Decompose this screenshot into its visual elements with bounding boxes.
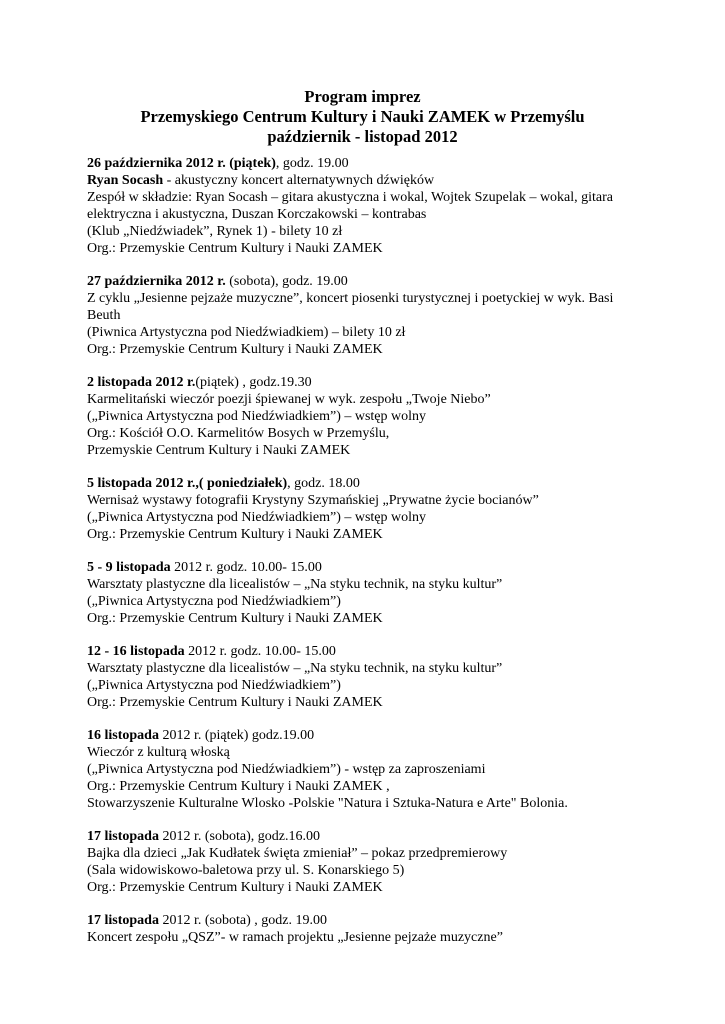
event-date-line (87, 828, 687, 845)
event-detail-line: Org.: Przemyskie Centrum Kultury i Nauki ZAMEK (87, 241, 383, 256)
event-date: 17 listopada (87, 913, 159, 928)
event-description: - akustyczny koncert alternatywnych dźwięków (163, 173, 435, 188)
event-detail-line: (Piwnica Artystyczna pod Niedźwiadkiem) – bilety 10 zł (87, 325, 406, 340)
event-detail-line: („Piwnica Artystyczna pod Niedźwiadkiem”) - wstęp za zaproszeniami (87, 762, 486, 777)
event-detail-line: („Piwnica Artystyczna pod Niedźwiadkiem”) – wstęp wolny (87, 409, 427, 424)
event-time: , godz. 18.00 (287, 476, 360, 491)
event-detail-line: Org.: Przemyskie Centrum Kultury i Nauki ZAMEK (87, 342, 383, 357)
header-title: Program imprez (304, 87, 421, 106)
event-detail-line: Wieczór z kulturą włoską (87, 745, 230, 760)
event-detail-line: Org.: Przemyskie Centrum Kultury i Nauki ZAMEK (87, 880, 383, 895)
event-date-line (87, 559, 687, 576)
event-date-line (87, 273, 687, 290)
event-detail-line: Org.: Przemyskie Centrum Kultury i Nauki ZAMEK , (87, 779, 390, 794)
event-date: 5 listopada 2012 r.,( poniedziałek) (87, 476, 288, 491)
event-date: 5 - 9 listopada (87, 560, 171, 575)
event-date-line (87, 374, 687, 391)
event-date: 26 października 2012 r. (piątek) (87, 156, 276, 171)
event-detail-line: Koncert zespołu „QSZ”- w ramach projektu „Jesienne pejzaże muzyczne” (87, 930, 503, 945)
event-entry (87, 912, 687, 946)
event-detail-line: („Piwnica Artystyczna pod Niedźwiadkiem”) – wstęp wolny (87, 510, 427, 525)
event-date-line (87, 643, 687, 660)
event-time: 2012 r. godz. 10.00- 15.00 (184, 644, 336, 659)
event-title-line (87, 172, 687, 189)
event-detail-line: (Klub „Niedźwiadek”, Rynek 1) - bilety 10 zł (87, 224, 343, 239)
event-entry (87, 559, 687, 627)
event-entry (87, 155, 687, 257)
event-detail-line: Stowarzyszenie Kulturalne Wlosko -Polskie "Natura i Sztuka-Natura e Arte" Bolonia. (87, 796, 568, 811)
event-detail-line: Org.: Kościół O.O. Karmelitów Bosych w Przemyślu, (87, 426, 390, 441)
event-time: 2012 r. godz. 10.00- 15.00 (170, 560, 322, 575)
event-date-line (87, 155, 687, 172)
event-detail-line: Bajka dla dzieci „Jak Kudłatek święta zmieniał” – pokaz przedpremierowy (87, 846, 508, 861)
event-detail-line: Warsztaty plastyczne dla licealistów – „Na styku technik, na styku kultur” (87, 661, 503, 676)
event-time: , godz. 19.00 (275, 156, 349, 171)
event-date: 17 listopada (87, 829, 159, 844)
event-time: (piątek) , godz.19.30 (195, 375, 312, 390)
event-date: 2 listopada 2012 r. (87, 375, 196, 390)
event-detail-line: elektryczna i akustyczna, Duszan Korczakowski – kontrabas (87, 207, 427, 222)
event-detail-line: („Piwnica Artystyczna pod Niedźwiadkiem”) (87, 594, 341, 609)
event-entry (87, 273, 687, 358)
event-entry (87, 727, 687, 812)
event-date: 27 października 2012 r. (87, 274, 226, 289)
event-detail-line: Zespół w składzie: Ryan Socash – gitara akustyczna i wokal, Wojtek Szupelak – wokal, gitara (87, 190, 614, 205)
event-performer: Ryan Socash (87, 173, 164, 188)
event-time: (sobota), godz. 19.00 (225, 274, 348, 289)
event-detail-line: Warsztaty plastyczne dla licealistów – „Na styku technik, na styku kultur” (87, 577, 503, 592)
event-detail-line: („Piwnica Artystyczna pod Niedźwiadkiem”) (87, 678, 341, 693)
event-date-line (87, 727, 687, 744)
event-detail-line: Karmelitański wieczór poezji śpiewanej w wyk. zespołu „Twoje Niebo” (87, 392, 491, 407)
events-list (87, 155, 687, 962)
header-period: październik - listopad 2012 (267, 127, 458, 146)
document-header (0, 87, 725, 147)
event-entry (87, 828, 687, 896)
event-entry (87, 475, 687, 543)
event-date-line (87, 912, 687, 929)
event-detail-line: Org.: Przemyskie Centrum Kultury i Nauki ZAMEK (87, 611, 383, 626)
event-detail-line: Beuth (87, 308, 121, 323)
event-detail-line: Wernisaż wystawy fotografii Krystyny Szymańskiej „Prywatne życie bocianów” (87, 493, 539, 508)
header-organization: Przemyskiego Centrum Kultury i Nauki ZAMEK w Przemyślu (140, 107, 585, 126)
event-detail-line: Przemyskie Centrum Kultury i Nauki ZAMEK (87, 443, 351, 458)
event-entry (87, 374, 687, 459)
event-date: 16 listopada (87, 728, 159, 743)
event-date-line (87, 475, 687, 492)
event-detail-line: Org.: Przemyskie Centrum Kultury i Nauki ZAMEK (87, 527, 383, 542)
event-detail-line: Org.: Przemyskie Centrum Kultury i Nauki ZAMEK (87, 695, 383, 710)
event-entry (87, 643, 687, 711)
event-time: 2012 r. (piątek) godz.19.00 (158, 728, 315, 743)
event-detail-line: Z cyklu „Jesienne pejzaże muzyczne”, koncert piosenki turystycznej i poetyckiej w wyk. Basi (87, 291, 614, 306)
event-detail-line: (Sala widowiskowo-baletowa przy ul. S. Konarskiego 5) (87, 863, 405, 878)
event-time: 2012 r. (sobota) , godz. 19.00 (158, 913, 327, 928)
event-time: 2012 r. (sobota), godz.16.00 (158, 829, 320, 844)
event-date: 12 - 16 listopada (87, 644, 185, 659)
